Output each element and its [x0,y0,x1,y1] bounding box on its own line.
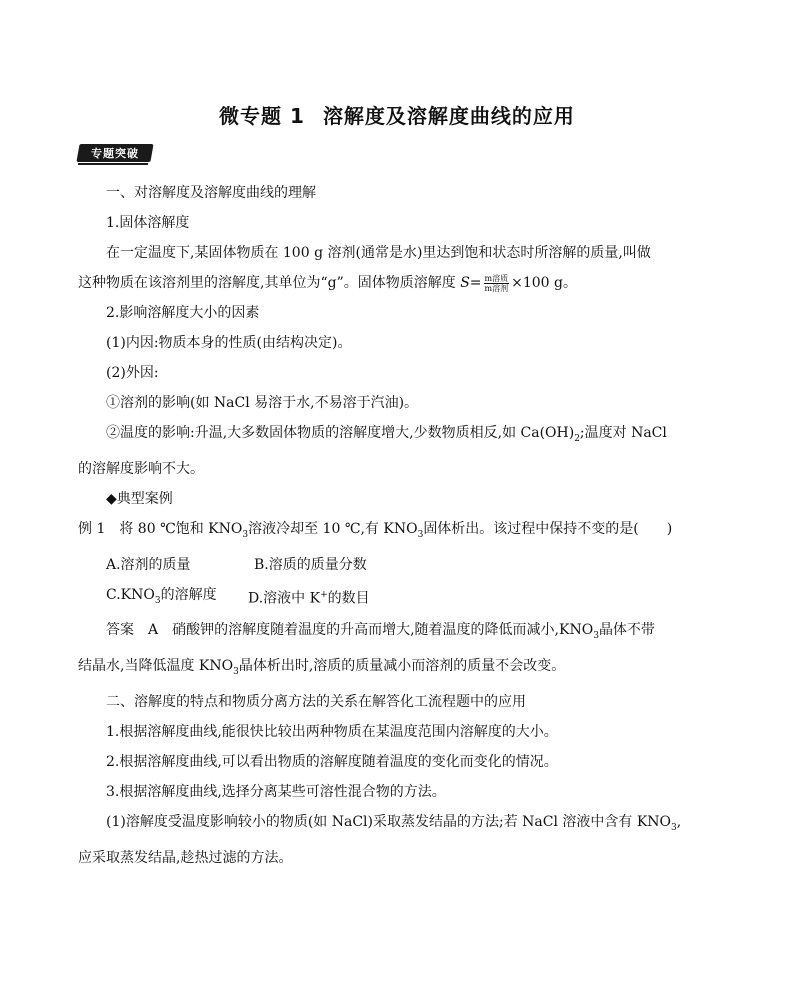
question-text-b: 溶液冷却至 10 ℃,有 KNO [248,520,418,537]
answer2-text-b: 晶体析出时,溶质的质量减小而溶剂的质量不会改变。 [238,658,566,675]
temp-subscript: 2 [574,433,580,444]
option-a: A.溶剂的质量 [106,556,191,573]
temperature-effect-line-1 [78,418,718,454]
method-line-1 [78,807,718,843]
question-subscript-1: 3 [242,529,249,540]
option-d-superscript: + [320,589,328,600]
answer-line-1 [78,615,718,651]
temp-text-a: ②温度的影响:升温,大多数固体物质的溶解度增大,少数物质相反,如 Ca(OH) [106,425,575,441]
options-row-1 [78,550,718,580]
example-label: ◆典型案例 [106,490,173,507]
option-c [106,580,248,616]
answer2-subscript: 3 [233,666,239,677]
option-c-text-b: 的溶解度 [160,586,217,603]
section2-item-2: 2.根据溶解度曲线,可以看出物质的溶解度随着温度的变化而变化的情况。 [106,753,558,770]
badge-label: 专题突破 [91,147,139,160]
definition-text: 这种物质在该溶剂里的溶解度,其单位为“g”。固体物质溶解度 [78,275,461,291]
outer-factor: (2)外因: [106,365,159,381]
answer-subscript: 3 [593,631,599,642]
section1-heading: 一、对溶解度及溶解度曲线的理解 [106,185,316,201]
option-b: B.溶质的质量分数 [254,556,367,573]
title-part-topic: 溶解度及溶解度曲线的应用 [322,104,575,128]
answer2-text-a: 结晶水,当降低温度 KNO [78,658,234,675]
question-subscript-2: 3 [417,529,424,540]
method-text-b: , [676,813,682,830]
method-line-2: 应采取蒸发结晶,趁热过滤的方法。 [78,849,293,866]
definition-line-1: 在一定温度下,某固体物质在 100 g 溶剂(通常是水)里达到饱和状态时所溶解的质量,叫做 [106,245,651,261]
section-badge [76,144,153,162]
inner-factor: (1)内因:物质本身的性质(由结构决定)。 [106,335,352,351]
temp-text-b: ;温度对 NaCl [579,425,667,441]
answer-line-2 [78,651,718,687]
answer-text-b: 晶体不带 [598,622,655,639]
method-text-a: (1)溶解度受温度影响较小的物质(如 NaCl)采取蒸发结晶的方法;若 NaCl 溶液中含有 KNO [106,813,672,830]
document-body [78,178,718,873]
option-c-subscript: 3 [154,595,161,606]
subheading-solid-solubility: 1.固体溶解度 [106,215,190,231]
formula-s: S [460,275,470,291]
formula-tail: ×100 g。 [511,275,577,291]
option-d [248,580,370,616]
section2-heading: 二、溶解度的特点和物质分离方法的关系在解答化工流程题中的应用 [106,693,526,710]
option-c-text-a: C.KNO [106,586,155,603]
fraction-numerator: m溶质 [484,273,509,283]
fraction-denominator: m溶剂 [484,283,509,293]
question-text-c: 固体析出。该过程中保持不变的是( ) [423,520,673,537]
answer-text-a: 答案 A 硝酸钾的溶解度随着温度的升高而增大,随着温度的降低而减小,KNO [106,622,594,639]
method-subscript: 3 [671,822,677,833]
subheading-factors: 2.影响溶解度大小的因素 [106,305,260,321]
section2-item-1: 1.根据溶解度曲线,能很快比较出两种物质在某温度范围内溶解度的大小。 [106,723,558,740]
page-title [0,100,794,129]
option-d-text-b: 的数目 [327,590,370,607]
options-row-2 [78,580,718,616]
temperature-effect-line-2: 的溶解度影响不大。 [78,460,204,477]
section2-item-3: 3.根据溶解度曲线,选择分离某些可溶性混合物的方法。 [106,783,446,800]
formula-eq: = [469,275,482,291]
title-part-number: 微专题 1 [219,104,305,128]
definition-line-2 [78,268,718,298]
solvent-effect: ①溶剂的影响(如 NaCl 易溶于水,不易溶于汽油)。 [106,395,419,411]
formula-fraction [484,274,510,293]
question-text-a: 例 1 将 80 ℃饱和 KNO [78,520,243,537]
example-question [78,514,718,550]
option-d-text-a: D.溶液中 K [248,590,321,607]
